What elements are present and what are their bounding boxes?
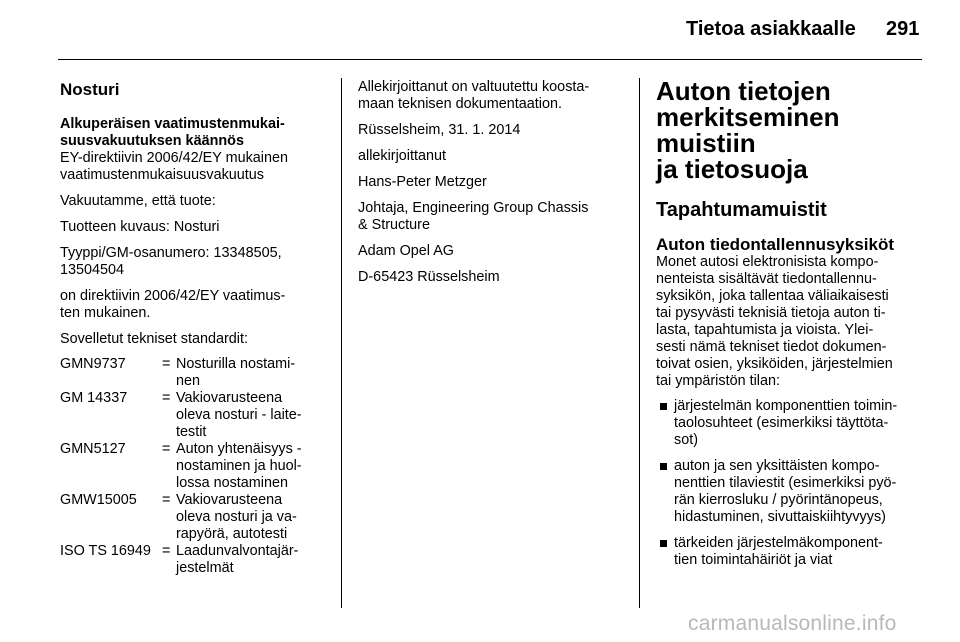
text-line: jestelmät	[176, 560, 234, 576]
title-line: Auton tietojen	[656, 76, 831, 106]
text-line: tien toimintahäiriöt ja viat	[674, 552, 833, 568]
standard-row	[60, 356, 332, 390]
text-line: & Structure	[358, 217, 430, 233]
watermark: carmanualsonline.info	[688, 612, 897, 635]
square-bullet-icon	[660, 403, 667, 410]
text-line: oleva nosturi ja va-	[176, 509, 297, 525]
subheading-line: Alkuperäisen vaatimustenmukai-	[60, 116, 285, 132]
text-line: Nosturilla nostami-	[176, 356, 296, 372]
text-line: oleva nosturi - laite-	[176, 407, 302, 423]
standard-description	[176, 441, 332, 492]
chapter-title	[656, 78, 926, 182]
signatory-name: Hans-Peter Metzger	[358, 174, 487, 190]
paragraph-directive	[60, 150, 330, 184]
text-line: rän kierrosluku / pyörintänopeus,	[674, 492, 883, 508]
text-line: tai ympäristön tilan:	[656, 373, 780, 389]
standard-row	[60, 390, 332, 441]
standard-code: ISO TS 16949	[60, 543, 151, 559]
list-item	[656, 398, 926, 449]
text-line: Monet autosi elektronisista kompo-	[656, 254, 879, 270]
standard-equals: =	[162, 356, 171, 372]
text-line: Laadunvalvontajär-	[176, 543, 299, 559]
column-middle	[358, 79, 623, 295]
text-line: Allekirjoittanut on valtuutettu koosta-	[358, 79, 590, 95]
standard-row	[60, 441, 332, 492]
standard-description	[176, 543, 332, 577]
square-bullet-icon	[660, 463, 667, 470]
paragraph-product: Tuotteen kuvaus: Nosturi	[60, 219, 220, 235]
text-line: vaatimustenmukaisuusvakuutus	[60, 167, 264, 183]
column-divider-1	[341, 78, 342, 608]
text-line: sot)	[674, 432, 698, 448]
text-line: järjestelmän komponenttien toimin-	[674, 398, 898, 414]
running-title: Tietoa asiakkaalle	[686, 18, 856, 40]
text-line: nenttien tilaviestit (esimerkiksi pyö-	[674, 475, 897, 491]
text-line: rapyörä, autotesti	[176, 526, 288, 542]
text-line: taolosuhteet (esimerkiksi täyttöta-	[674, 415, 889, 431]
signatory-role	[358, 200, 623, 234]
square-bullet-icon	[660, 540, 667, 547]
company-address: D-65423 Rüsselsheim	[358, 269, 500, 285]
paragraph-compliance	[60, 288, 330, 322]
standard-description	[176, 356, 332, 390]
paragraph-standards-intro: Sovelletut tekniset standardit:	[60, 331, 248, 347]
text-line: EY-direktiivin 2006/42/EY mukainen	[60, 150, 288, 166]
text-line: maan teknisen dokumentaation.	[358, 96, 562, 112]
section-heading-event-memory: Tapahtumamuistit	[656, 199, 827, 221]
list-item	[656, 458, 926, 526]
text-line: testit	[176, 424, 207, 440]
text-line: hidastuminen, sivuttaiskiihtyvyys)	[674, 509, 886, 525]
text-line: nostaminen ja huol-	[176, 458, 302, 474]
paragraph-type	[60, 245, 330, 279]
text-line: lossa nostaminen	[176, 475, 288, 491]
text-line: Auton yhtenäisyys -	[176, 441, 302, 457]
text-line: Vakiovarusteena	[176, 390, 283, 406]
text-line: 13504504	[60, 262, 125, 278]
signed-label: allekirjoittanut	[358, 148, 446, 164]
text-line: Tyyppi/GM-osanumero: 13348505,	[60, 245, 282, 261]
bullet-list	[656, 398, 926, 569]
paragraph-confirm: Vakuutamme, että tuote:	[60, 193, 216, 209]
list-item	[656, 535, 926, 569]
company-name: Adam Opel AG	[358, 243, 454, 259]
standard-code: GM 14337	[60, 390, 128, 406]
text-line: Vakiovarusteena	[176, 492, 283, 508]
text-line: nenteista sisältävät tiedontallennu-	[656, 271, 877, 287]
subheading-line: suusvakuutuksen käännös	[60, 133, 244, 149]
standard-description	[176, 492, 332, 543]
standard-code: GMN9737	[60, 356, 126, 372]
standard-equals: =	[162, 441, 171, 457]
standard-row	[60, 492, 332, 543]
standard-equals: =	[162, 492, 171, 508]
text-line: syksikön, joka tallentaa väliaikaisesti	[656, 288, 889, 304]
standard-description	[176, 390, 332, 441]
text-line: Johtaja, Engineering Group Chassis	[358, 200, 589, 216]
standard-equals: =	[162, 543, 171, 559]
subsection-heading-storage-units: Auton tiedontallennusyksiköt	[656, 235, 895, 254]
page-header	[0, 0, 960, 58]
standard-equals: =	[162, 390, 171, 406]
standard-row	[60, 543, 332, 577]
column-left	[60, 80, 330, 577]
text-line: sesti nämä tekniset tiedot dokumen-	[656, 339, 887, 355]
text-line: tärkeiden järjestelmäkomponent-	[674, 535, 883, 551]
standard-code: GMW15005	[60, 492, 137, 508]
text-line: nen	[176, 373, 201, 389]
text-line: lasta, tapahtumista ja vioista. Ylei-	[656, 322, 874, 338]
column-right	[656, 78, 926, 578]
header-divider	[58, 59, 922, 60]
standard-code: GMN5127	[60, 441, 126, 457]
column-divider-2	[639, 78, 640, 608]
text-line: toivat osien, yksiköiden, järjestelmien	[656, 356, 893, 372]
paragraph-authorized	[358, 79, 623, 113]
text-line: auton ja sen yksittäisten kompo-	[674, 458, 880, 474]
paragraph-intro	[656, 254, 926, 390]
page-number: 291	[886, 18, 920, 40]
title-line: merkitseminen muistiin	[656, 102, 840, 158]
subheading-declaration	[60, 116, 330, 150]
place-date: Rüsselsheim, 31. 1. 2014	[358, 122, 521, 138]
section-heading-nosturi: Nosturi	[60, 80, 120, 99]
text-line: ten mukainen.	[60, 305, 151, 321]
text-line: on direktiivin 2006/42/EY vaatimus-	[60, 288, 286, 304]
title-line: ja tietosuoja	[656, 154, 808, 184]
text-line: tai pysyvästi teknisiä tietoja auton ti-	[656, 305, 886, 321]
standards-table	[60, 356, 332, 577]
